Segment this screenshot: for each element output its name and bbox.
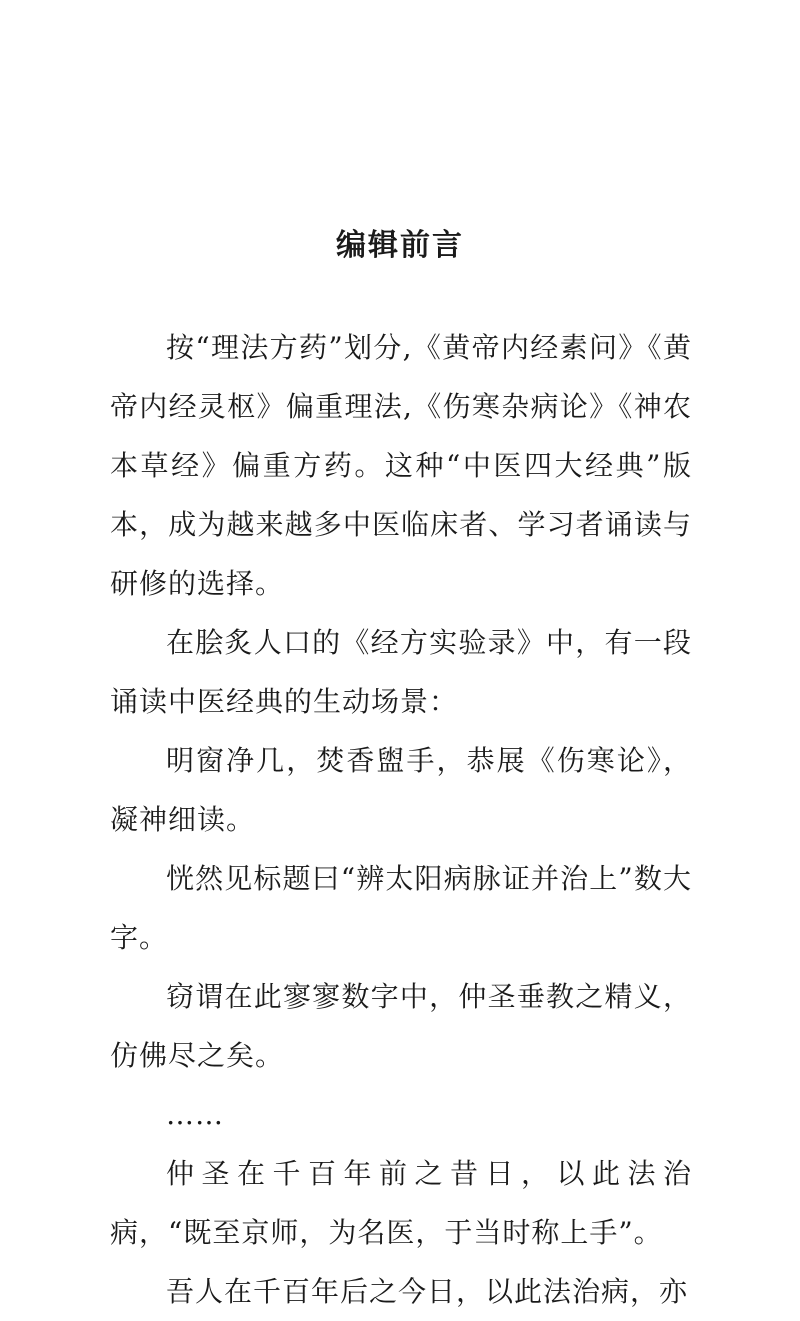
paragraph-2: 在脍炙人口的《经方实验录》中，有一段诵读中医经典的生动场景： [110, 626, 692, 718]
paragraph-5: 窃谓在此寥寥数字中，仲圣垂教之精义，仿佛尽之矣。 [110, 980, 692, 1072]
paragraph-4: 恍然见标题曰“辨太阳病脉证并治上”数大字。 [110, 862, 692, 954]
ellipsis-line: …… [166, 1098, 224, 1131]
body-text [110, 318, 692, 1321]
paragraph-3: 明窗净几，焚香盥手，恭展《伤寒论》，凝神细读。 [110, 744, 692, 836]
paragraph-6: 仲圣在千百年前之昔日，以此法治病，“既至京师，为名医，于当时称上手”。 [110, 1157, 692, 1249]
paragraph-7: 吾人在千百年后之今日，以此法治病，亦 [166, 1275, 689, 1308]
page-title: 编辑前言 [336, 228, 464, 263]
paragraph-1: 按“理法方药”划分,《黄帝内经素问》《黄帝内经灵枢》偏重理法,《伤寒杂病论》《神农本草经》偏重方药。这种“中医四大经典”版本，成为越来越多中医临床者、学习者诵读与研修的选择。 [110, 331, 692, 600]
